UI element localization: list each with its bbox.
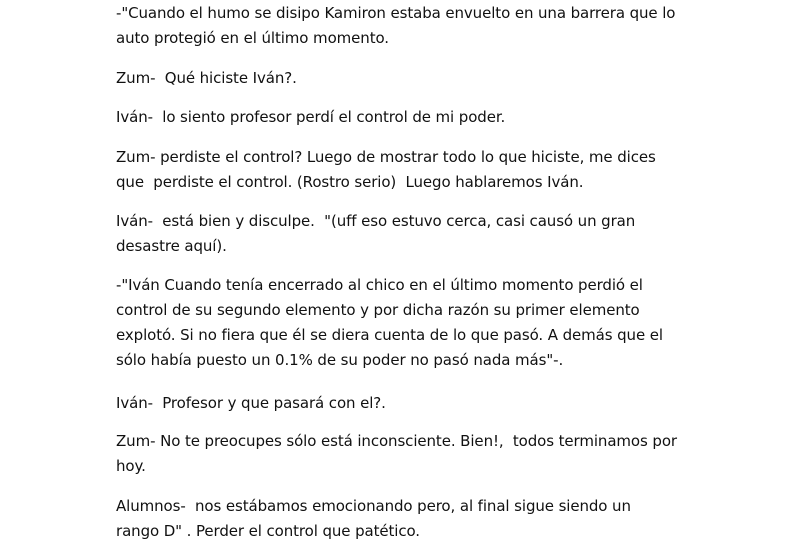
paragraph-narration-barrier [116, 1, 716, 51]
text-line: hoy. [116, 457, 146, 475]
paragraph-ivan-apology [116, 105, 716, 130]
text-line: -"Iván Cuando tenía encerrado al chico en el último momento perdió el [116, 276, 643, 294]
text-line: -"Cuando el humo se disipo Kamiron estaba envuelto en una barrera que lo [116, 4, 676, 22]
text-line: que perdiste el control. (Rostro serio) Luego hablaremos Iván. [116, 173, 584, 191]
text-line: control de su segundo elemento y por dicha razón su primer elemento [116, 301, 640, 319]
text-line: desastre aquí). [116, 237, 227, 255]
paragraph-zum-question [116, 66, 716, 91]
paragraph-zum-lost-control [116, 145, 716, 195]
text-line: sólo había puesto un 0.1% de su poder no pasó nada más"-. [116, 351, 564, 369]
text-line: Zum- perdiste el control? Luego de mostrar todo lo que hiciste, me dices [116, 148, 656, 166]
text-line: Zum- Qué hiciste Iván?. [116, 69, 297, 87]
text-line: Zum- No te preocupes sólo está inconsciente. Bien!, todos terminamos por [116, 432, 677, 450]
text-line: rango D" . Perder el control que patético. [116, 522, 420, 540]
paragraph-ivan-excuse [116, 209, 716, 259]
paragraph-students [116, 494, 716, 544]
paragraph-ivan-asks [116, 391, 716, 416]
text-line: Iván- Profesor y que pasará con el?. [116, 394, 386, 412]
text-line: Iván- está bien y disculpe. "(uff eso estuvo cerca, casi causó un gran [116, 212, 636, 230]
text-line: explotó. Si no fiera que él se diera cuenta de lo que pasó. A demás que el [116, 326, 663, 344]
text-line: Iván- lo siento profesor perdí el control de mi poder. [116, 108, 506, 126]
text-line: Alumnos- nos estábamos emocionando pero, al final sigue siendo un [116, 497, 631, 515]
text-line: auto protegió en el último momento. [116, 29, 389, 47]
paragraph-zum-dismiss [116, 429, 716, 479]
paragraph-narration-explosion [116, 273, 716, 373]
